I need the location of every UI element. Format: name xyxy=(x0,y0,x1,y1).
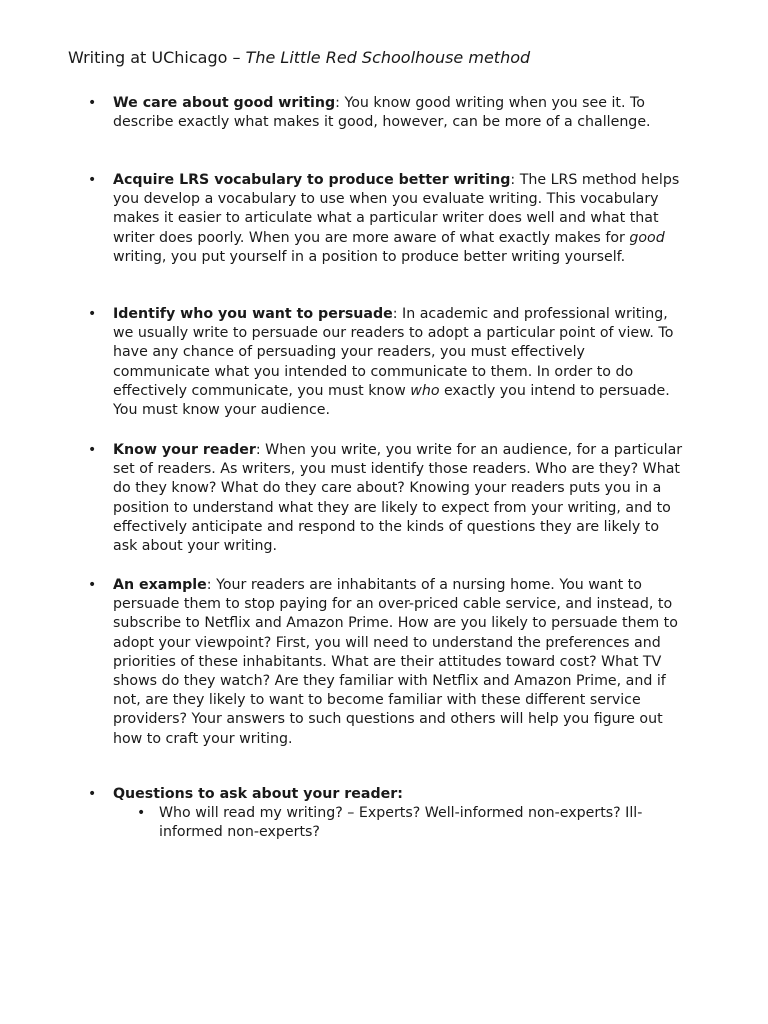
sub-bullet-item xyxy=(137,804,699,842)
bullet-emphasis: good xyxy=(629,229,665,246)
bullet-body: : You know good writing when you see it. To describe exactly what makes it good, however, can be more of a challenge. xyxy=(113,95,651,131)
bullet-item xyxy=(88,441,683,556)
bullet-lead: Identify who you want to persuade xyxy=(113,306,393,322)
bullet-lead: An example xyxy=(113,577,207,593)
title-italic: The Little Red Schoolhouse method xyxy=(245,48,531,67)
bullet-icon: • xyxy=(88,786,97,802)
bullet-body: : When you write, you write for an audience, for a particular set of readers. As writers, you must identify those readers. Who are they? What do they know? What do they care about? Knowing your readers puts you in a position to understand what they are likely to expect from your writing, and to effectively anticipate and respond to the kinds of questions they are likely to ask about your writing. xyxy=(113,442,683,555)
bullet-icon: • xyxy=(88,172,97,188)
bullet-emphasis: who xyxy=(410,382,440,399)
sub-bullet-icon: • xyxy=(137,805,146,822)
bullet-icon: • xyxy=(88,442,97,458)
bullet-body: : In academic and professional writing, we usually write to persuade our readers to adopt a particular point of view. To have any chance of persuading your readers, you must effectively communicate what you intended to communicate to them. In order to do effectively communicate, you must know xyxy=(113,306,674,399)
bullet-item xyxy=(88,305,683,420)
bullet-icon: • xyxy=(88,577,97,593)
bullet-body: writing, you put yourself in a position to produce better writing yourself. xyxy=(113,248,626,265)
bullet-item xyxy=(88,576,683,749)
bullet-item xyxy=(88,785,683,843)
bullet-body: : The LRS method helps you develop a vocabulary to use when you evaluate writing. This vocabulary makes it easier to articulate what a particular writer does well and what that writer does poorly. When you are more aware of what exactly makes for xyxy=(113,172,680,246)
bullet-lead: Know your reader xyxy=(113,442,256,458)
bullet-lead: Acquire LRS vocabulary to produce better writing xyxy=(113,172,511,188)
bullet-item xyxy=(88,94,683,132)
bullet-lead: We care about good writing xyxy=(113,95,336,111)
sub-bullet-text: Who will read my writing? – Experts? Well-informed non-experts? Ill-informed non-experts? xyxy=(159,805,643,841)
bullet-body: exactly you intend to persuade. You must know your audience. xyxy=(113,382,670,419)
sub-bullet-list xyxy=(113,804,683,842)
bullet-item xyxy=(88,171,683,267)
bullet-icon: • xyxy=(88,95,97,111)
bullet-body: : Your readers are inhabitants of a nursing home. You want to persuade them to stop paying for an over-priced cable service, and instead, to subscribe to Netflix and Amazon Prime. How are you likely to persuade them to adopt your viewpoint? First, you will need to understand the preferences and priorities of these inhabitants. What are their attitudes toward cost? What TV shows do they watch? Are they familiar with Netflix and Amazon Prime, and if not, are they likely to want to become familiar with these different service providers? Your answers to such questions and others will help you figure out how to craft your writing. xyxy=(113,577,678,747)
bullet-icon: • xyxy=(88,306,97,322)
bullet-lead: Questions to ask about your reader: xyxy=(113,786,403,802)
document-title xyxy=(68,47,530,69)
title-plain: Writing at UChicago – xyxy=(68,48,246,67)
